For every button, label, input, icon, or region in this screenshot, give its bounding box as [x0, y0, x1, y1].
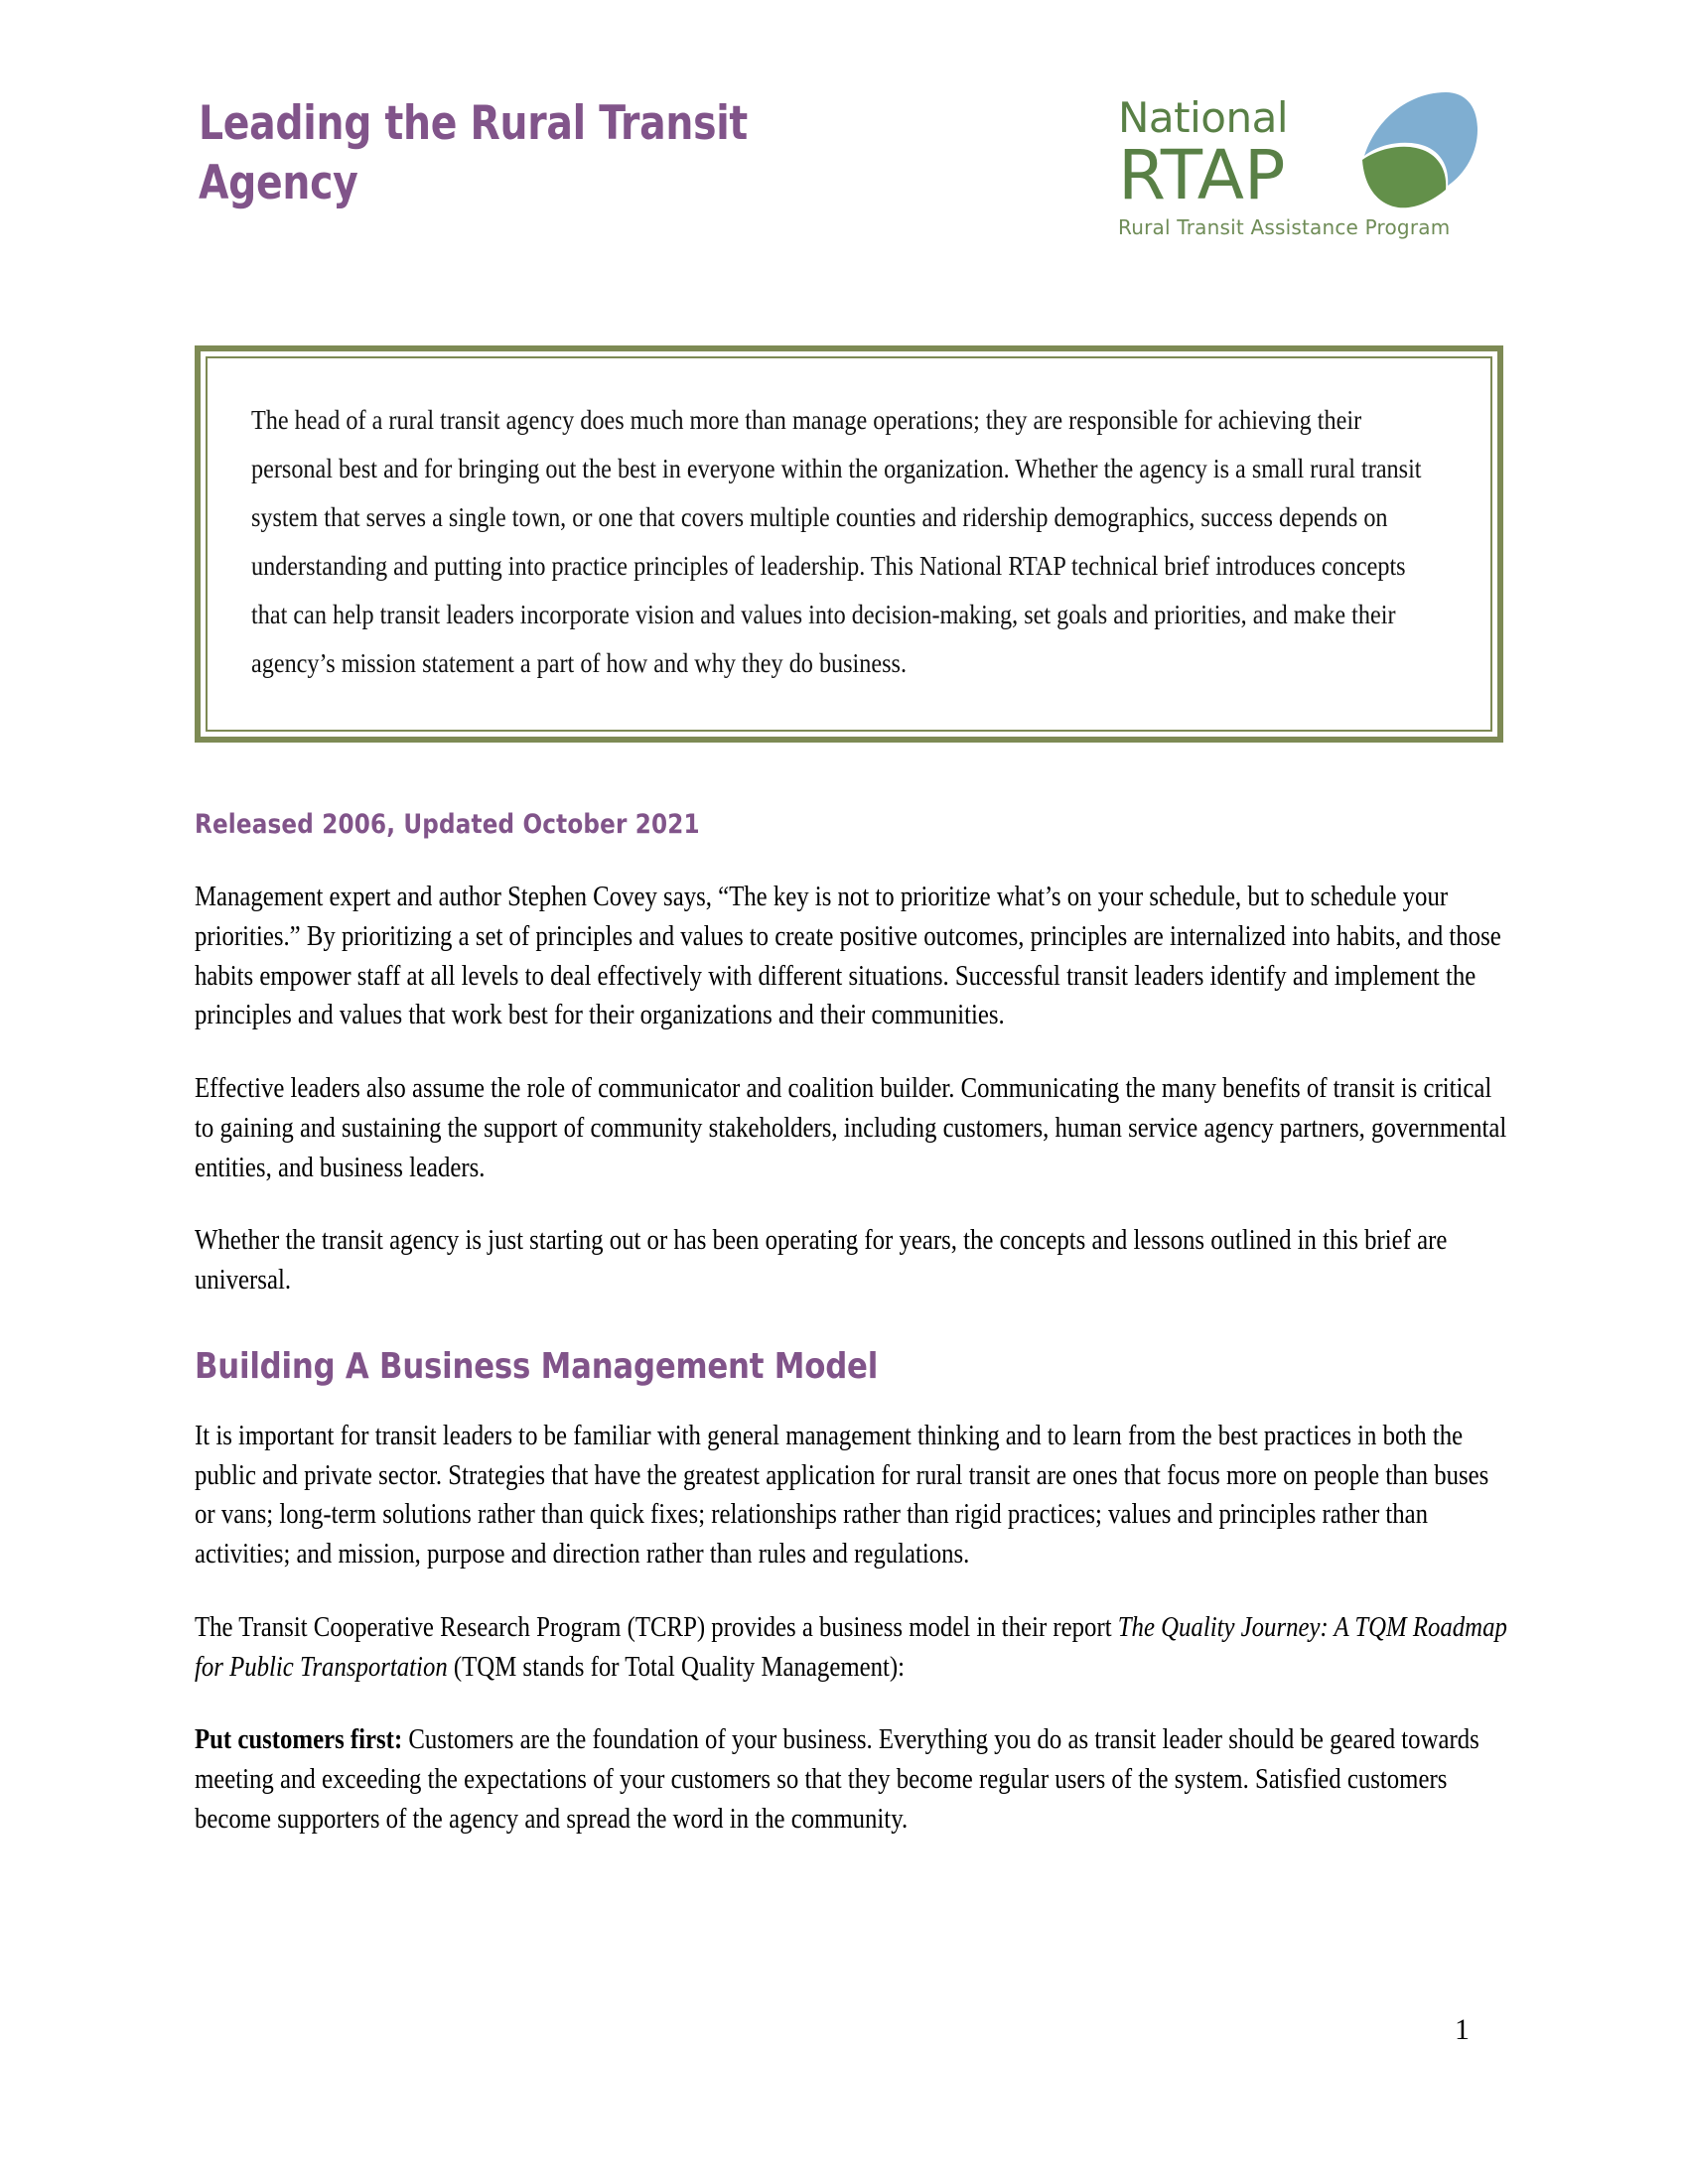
page-title	[199, 94, 845, 213]
page-title-line-2: Agency	[199, 156, 358, 211]
logo-national-text: National	[1118, 93, 1289, 142]
summary-callout-box	[195, 345, 1503, 743]
document-header	[0, 0, 1688, 298]
put-customers-first-text: Customers are the foundation of your business. Everything you do as transit leader should be geared towards meeting and exceeding the expectations of your customers so that they become regular users of the system. Satisfied customers become supporters of the agency and spread the word in the community.	[195, 1724, 1479, 1835]
section-heading-business-model: Building A Business Management Model	[195, 1345, 879, 1387]
logo-wordmark	[1118, 93, 1451, 240]
document-body	[195, 809, 1507, 1873]
paragraph-communicator: Effective leaders also assume the role of communicator and coalition builder. Communicating the many benefits of transit is critical to gaining and sustaining the support of community stakeholders, including customers, human service agency partners, governmental entities, and business leaders.	[195, 1073, 1507, 1183]
paragraph-management-thinking: It is important for transit leaders to be familiar with general management thinking and to learn from the best practices in both the public and private sector. Strategies that have the greatest application for rural transit are ones that focus more on people than buses or vans; long-term solutions rather than quick fixes; relationships rather than rigid practices; values and principles rather than activities; and mission, purpose and direction rather than rules and regulations.	[195, 1420, 1489, 1570]
paragraph-put-customers-first	[195, 1720, 1507, 1839]
logo-rtap-text: RTAP	[1118, 136, 1286, 215]
paragraph-covey: Management expert and author Stephen Covey says, “The key is not to prioritize what’s on your schedule, but to schedule your priorities.” By prioritizing a set of principles and values to create positive outcomes, principles are internalized into habits, and those habits empower staff at all levels to deal effectively with different situations. Successful transit leaders identify and implement the principles and values that work best for their organizations and their communities.	[195, 882, 1501, 1031]
summary-callout-text: The head of a rural transit agency does much more than manage operations; they are responsible for achieving their personal best and for bringing out the best in everyone within the organization. Whether the agency is a small rural transit system that serves a single town, or one that covers multiple counties and ridership demographics, success depends on understanding and putting into practice principles of leadership. This National RTAP technical brief introduces concepts that can help transit leaders incorporate vision and values into decision-making, set goals and priorities, and make their agency’s mission statement a part of how and why they do business.	[251, 404, 1422, 678]
release-date-line: Released 2006, Updated October 2021	[195, 809, 700, 840]
paragraph-tcrp	[195, 1608, 1507, 1688]
national-rtap-logo	[1118, 93, 1515, 240]
paragraph-universal: Whether the transit agency is just starting out or has been operating for years, the concepts and lessons outlined in this brief are universal.	[195, 1225, 1448, 1296]
logo-circle-leaf-icon	[1354, 82, 1481, 209]
put-customers-first-label: Put customers first:	[195, 1724, 403, 1756]
logo-tagline-text: Rural Transit Assistance Program	[1118, 215, 1451, 240]
summary-callout-inner	[206, 356, 1492, 732]
page-number: 1	[1455, 2013, 1470, 2046]
page-title-line-1: Leading the Rural Transit	[199, 96, 748, 151]
tcrp-text-before: The Transit Cooperative Research Program (TCRP) provides a business model in their report	[195, 1611, 1118, 1643]
tcrp-report-title: The Quality Journey: A TQM Roadmap for Public Transportation	[195, 1611, 1507, 1683]
tcrp-text-after: (TQM stands for Total Quality Management):	[447, 1651, 905, 1683]
